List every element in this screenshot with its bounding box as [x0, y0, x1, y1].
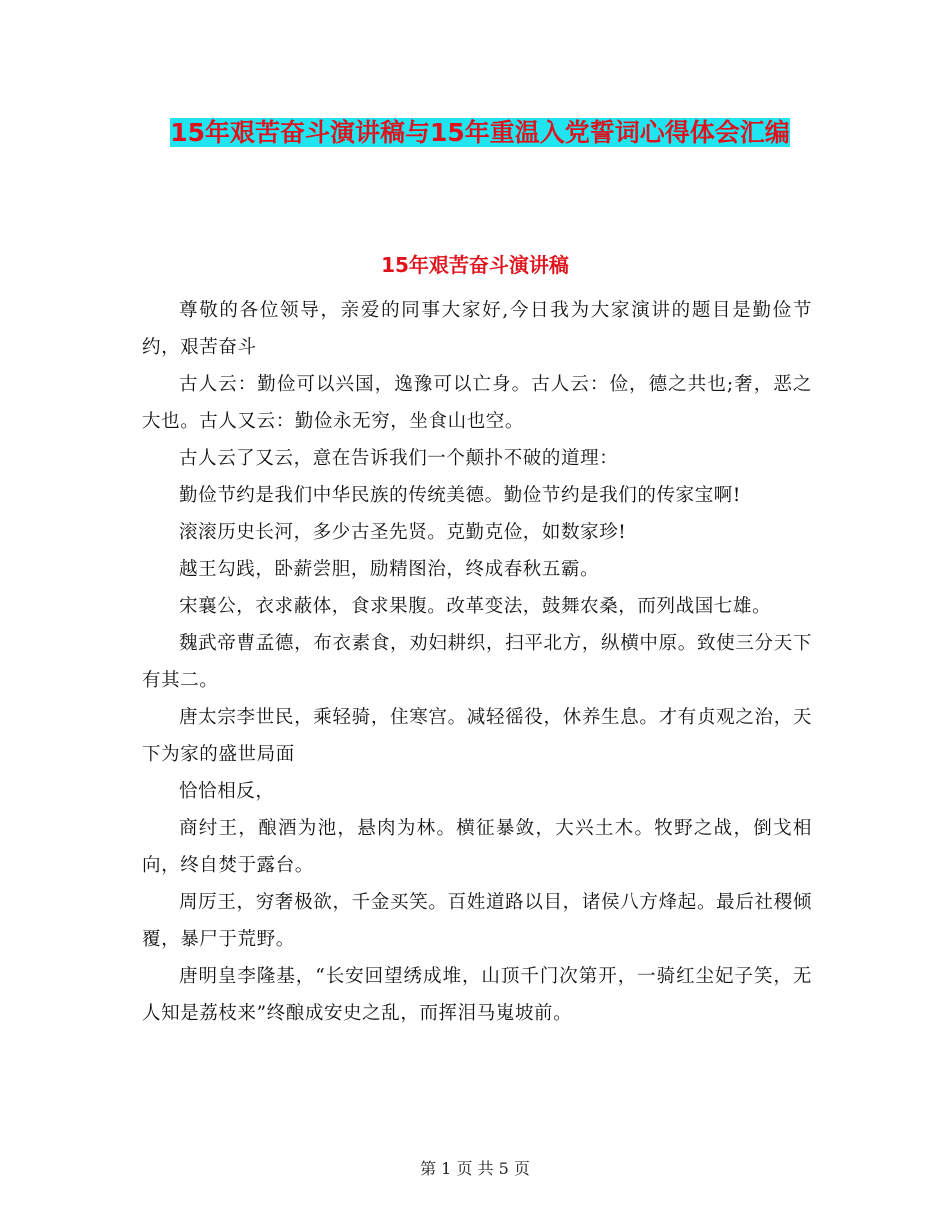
page-footer: 第 1 页 共 5 页 — [420, 1159, 530, 1178]
paragraph: 尊敬的各位领导，亲爱的同事大家好,今日我为大家演讲的题目是勤俭节约，艰苦奋斗 — [142, 300, 812, 358]
paragraph: 勤俭节约是我们中华民族的传统美德。勤俭节约是我们的传家宝啊! — [179, 485, 741, 506]
paragraph: 周厉王，穷奢极欲，千金买笑。百姓道路以目，诸侯八方烽起。最后社稷倾覆，暴尸于荒野。 — [142, 892, 812, 950]
section-title: 15年艰苦奋斗演讲稿 — [381, 253, 569, 277]
document-body — [142, 292, 812, 1032]
paragraph: 魏武帝曹孟德，布衣素食，劝妇耕织，扫平北方，纵横中原。致使三分天下有其二。 — [142, 633, 812, 691]
document-title-text: 15年艰苦奋斗演讲稿与15年重温入党誓词心得体会汇编 — [170, 118, 790, 147]
paragraph: 越王勾践，卧薪尝胆，励精图治，终成春秋五霸。 — [179, 559, 600, 580]
paragraph: 古人云：勤俭可以兴国，逸豫可以亡身。古人云：俭，德之共也;奢，恶之大也。古人又云：勤俭永无穷，坐食山也空。 — [142, 374, 812, 432]
paragraph: 唐明皇李隆基，“长安回望绣成堆，山顶千门次第开，一骑红尘妃子笑，无人知是荔枝来”终酿成安史之乱，而挥泪马嵬坡前。 — [142, 966, 812, 1024]
paragraph: 滚滚历史长河，多少古圣先贤。克勤克俭，如数家珍! — [179, 522, 627, 543]
paragraph: 恰恰相反， — [179, 781, 275, 802]
paragraph: 商纣王，酿酒为池，悬肉为林。横征暴敛，大兴土木。牧野之战，倒戈相向，终自焚于露台。 — [142, 818, 812, 876]
paragraph: 宋襄公，衣求蔽体，食求果腹。改革变法，鼓舞农桑，而列战国七雄。 — [179, 596, 772, 617]
document-title — [150, 112, 810, 154]
paragraph: 唐太宗李世民，乘轻骑，住寒宫。减轻徭役，休养生息。才有贞观之治，天下为家的盛世局面 — [142, 707, 812, 765]
paragraph: 古人云了又云，意在告诉我们一个颠扑不破的道理： — [179, 448, 619, 469]
